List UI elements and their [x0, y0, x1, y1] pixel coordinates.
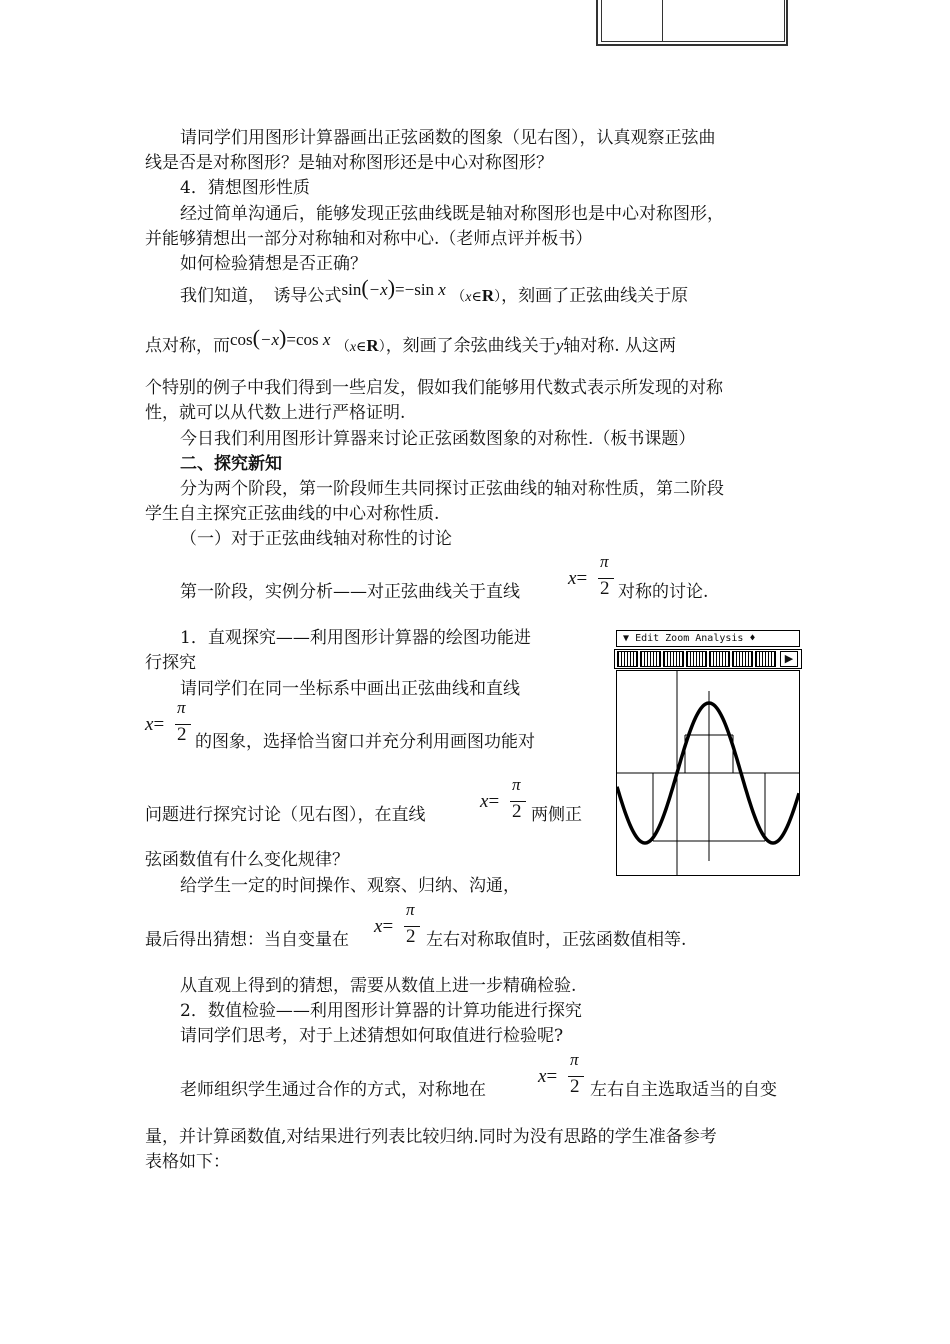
neg-x: −x: [368, 280, 388, 299]
neg-x-cos: −x: [260, 330, 280, 349]
y-var: y: [555, 336, 564, 355]
para6-line2: 学生自主探究正弦曲线的中心对称性质.: [145, 504, 440, 524]
menu-diamond-icon: ♦: [749, 633, 756, 644]
frac-eq: =: [546, 1066, 558, 1087]
table-inner-border: [601, 0, 785, 42]
para8-line2b: 左右对称取值时，正弦函数值相等.: [426, 930, 687, 950]
para5: 今日我们利用图形计算器来讨论正弦函数图象的对称性.（板书课题）: [180, 429, 696, 449]
para8-line1: 给学生一定的时间操作、观察、归纳、沟通，: [180, 876, 520, 896]
formula-sin-odd: sin(−x)=−sin x: [341, 275, 446, 300]
frac-pi: π: [600, 552, 609, 571]
calculator-screen: [614, 628, 800, 876]
cond-x: x: [465, 290, 472, 305]
para7-line3a: 问题进行探究讨论（见右图），在直线: [145, 805, 426, 825]
frac-two: 2: [406, 926, 416, 947]
zoom-out-icon: [732, 651, 753, 667]
heading-guess-properties: 4．猜想图形性质: [180, 178, 310, 198]
item1-line1: 1．直观探究——利用图形计算器的绘图功能进: [180, 628, 531, 648]
formula-cos-even: cos(−x)=cos x: [230, 325, 331, 350]
table-column-divider: [662, 0, 663, 42]
zoom-in-icon: [709, 651, 730, 667]
sin-lhs: sin: [341, 280, 362, 299]
cond2-close: ）: [378, 339, 386, 355]
para4-tail3: 轴对称. 从这两: [563, 336, 677, 356]
cond2-x: x: [349, 340, 357, 355]
para11-line3: 表格如下：: [145, 1152, 230, 1172]
cos-rhs: =cos: [286, 330, 319, 349]
table-settings-icon: [640, 651, 661, 667]
para3: 如何检验猜想是否正确？: [180, 254, 367, 274]
para4-line3: 个特别的例子中我们得到一些启发，假如我们能够用代数式表示所发现的对称: [145, 378, 723, 398]
calculator-graph-window: [616, 670, 800, 876]
toolbar-scroll-right-icon: ▶: [780, 651, 798, 667]
frac-x: x: [538, 1066, 547, 1087]
frac-pi: π: [570, 1050, 579, 1069]
para7-line1: 请同学们在同一坐标系中画出正弦曲线和直线: [180, 679, 520, 699]
table-tool-icon: [617, 651, 638, 667]
calculator-menu-bar: [616, 630, 800, 647]
menu-text: Edit Zoom Analysis: [635, 633, 744, 644]
frac-eq: =: [382, 916, 394, 937]
frac-x: x: [374, 916, 383, 937]
zoom-box-icon: [686, 651, 707, 667]
para4-line2: [145, 325, 677, 359]
frac-eq: =: [488, 791, 500, 812]
para1-line2: 线是否是对称图形？是轴对称图形还是中心对称图形？: [145, 153, 553, 173]
frac-x: x: [480, 791, 489, 812]
top-table-fragment: [596, 0, 788, 46]
frac-two: 2: [570, 1076, 580, 1097]
para4-lead: 我们知道， 诱导公式: [180, 286, 342, 306]
item2: 2．数值检验——利用图形计算器的计算功能进行探究: [180, 1001, 582, 1021]
subsection-axis-symmetry: （一）对于正弦曲线轴对称性的讨论: [180, 529, 452, 549]
para2-line1: 经过简单沟通后，能够发现正弦曲线既是轴对称图形也是中心对称图形，: [180, 204, 724, 224]
frac-pi: π: [512, 775, 521, 794]
frac-two: 2: [177, 724, 187, 745]
frac-two: 2: [512, 801, 522, 822]
para8-line2a: 最后得出猜想：当自变量在: [145, 930, 349, 950]
para6-line1: 分为两个阶段，第一阶段师生共同探讨正弦曲线的轴对称性质，第二阶段: [180, 479, 724, 499]
frac-pi: π: [177, 698, 186, 717]
cos-lhs: cos: [230, 330, 253, 349]
cond2-R: R: [366, 336, 379, 355]
x-var-cos: x: [322, 330, 331, 349]
cond2-open: （: [335, 339, 350, 355]
section-explore-new: 二、探究新知: [180, 454, 282, 474]
graph-analysis-icon: [755, 651, 776, 667]
sine-graph-plot: [617, 671, 799, 875]
para4-line1: [180, 275, 689, 309]
para7-line3b: 两侧正: [531, 805, 582, 825]
frac-pi: π: [406, 900, 415, 919]
cond2-in: ∈: [356, 339, 367, 355]
x-var: x: [438, 280, 446, 299]
para7-line2: 的图象，选择恰当窗口并充分利用画图功能对: [195, 732, 535, 752]
para1-line1: 请同学们用图形计算器画出正弦函数的图象（见右图），认真观察正弦曲: [180, 128, 716, 148]
frac-x: x: [568, 568, 577, 589]
frac-x: x: [145, 714, 154, 735]
cond-close: ）: [494, 289, 502, 305]
stage1-tail: 对称的讨论.: [618, 582, 709, 602]
para4-tail2: ，刻画了余弦曲线关于: [385, 336, 556, 356]
para11-line2: 量，并计算函数值,对结果进行列表比较归纳.同时为没有思路的学生准备参考: [145, 1127, 717, 1147]
frac-eq: =: [153, 714, 165, 735]
sin-rhs: =−sin: [395, 280, 435, 299]
calculator-toolbar: [614, 649, 802, 669]
para9: 从直观上得到的猜想，需要从数值上进一步精确检验.: [180, 976, 577, 996]
cond-R: R: [481, 286, 495, 305]
frac-eq: =: [576, 568, 588, 589]
para2-line2: 并能够猜想出一部分对称轴和对称中心.（老师点评并板书）: [145, 229, 593, 249]
item1-line2: 行探究: [145, 653, 196, 673]
para11-line1a: 老师组织学生通过合作的方式，对称地在: [180, 1080, 486, 1100]
frac-two: 2: [600, 578, 610, 599]
stage1-lead: 第一阶段，实例分析——对正弦曲线关于直线: [180, 582, 520, 602]
cond-open: （: [451, 289, 466, 305]
para11-line1b: 左右自主选取适当的自变: [590, 1080, 777, 1100]
trace-tool-icon: [663, 651, 684, 667]
para4-line2-lead: 点对称，而: [145, 336, 230, 356]
para7-line4: 弦函数值有什么变化规律？: [145, 850, 349, 870]
cond-in: ∈: [471, 289, 482, 305]
para10: 请同学们思考，对于上述猜想如何取值进行检验呢?: [180, 1026, 564, 1046]
para4-tail1: ，刻画了正弦曲线关于原: [501, 286, 689, 306]
menu-dropdown-icon: ▼: [623, 633, 630, 644]
para4-line4: 性，就可以从代数上进行严格证明.: [145, 403, 406, 423]
